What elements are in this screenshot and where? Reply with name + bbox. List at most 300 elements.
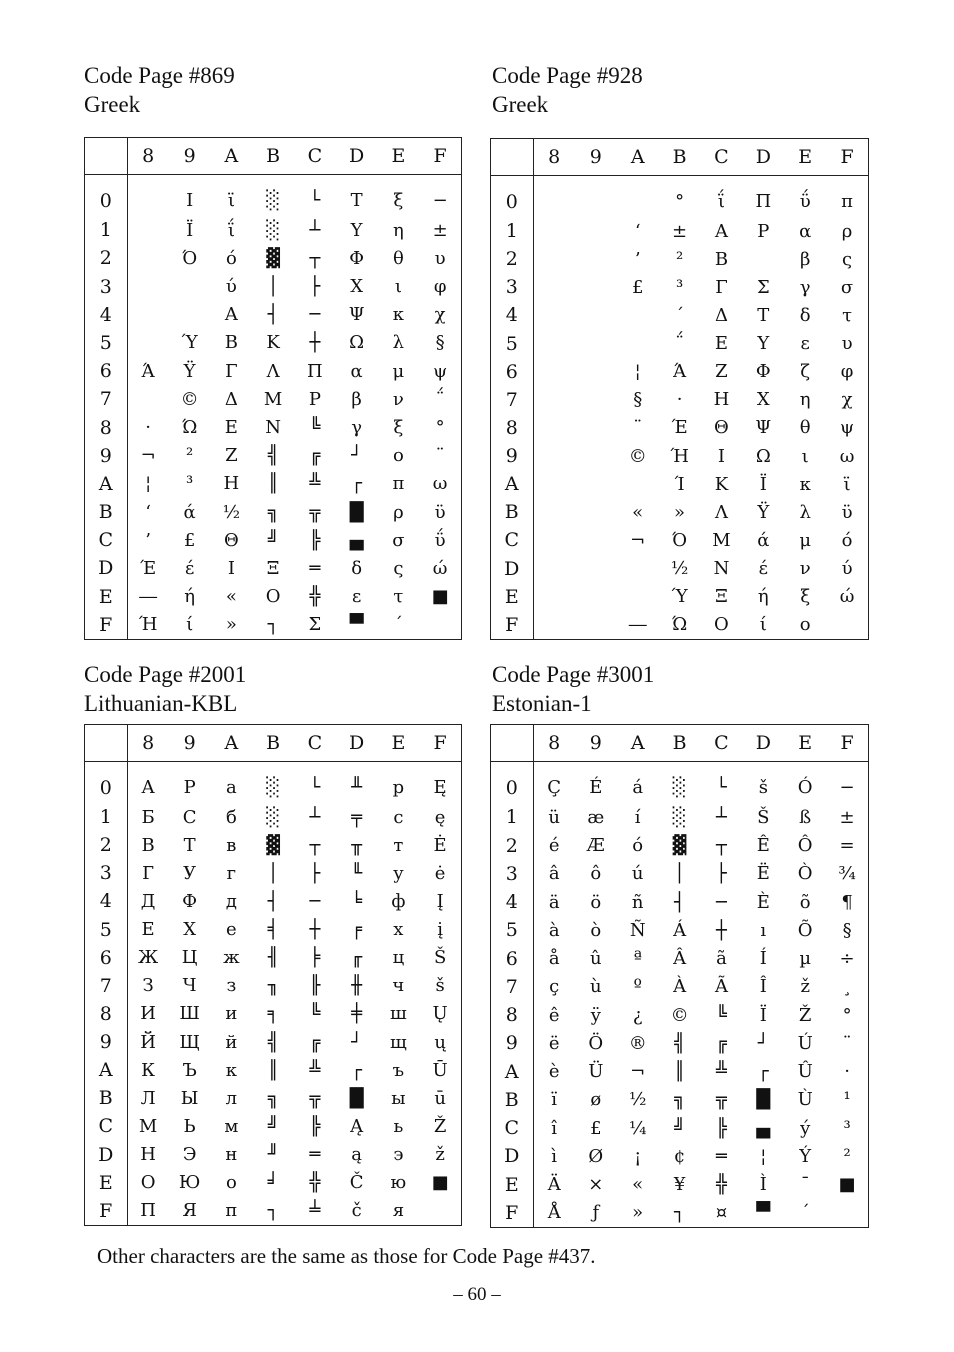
- code-page-title: Code Page #869: [84, 63, 235, 88]
- char-cell: ╚: [309, 417, 321, 439]
- char-cell: ς: [393, 557, 404, 579]
- char-cell: ░: [266, 190, 281, 212]
- char-cell: ╡: [267, 919, 279, 941]
- char-cell: ñ: [631, 891, 644, 913]
- char-cell: °: [675, 191, 685, 213]
- char-cell: │: [674, 863, 685, 885]
- char-cell: Κ: [266, 332, 280, 354]
- char-cell: [575, 470, 617, 498]
- table-row: [491, 526, 868, 554]
- char-cell: χ: [841, 389, 853, 411]
- char-cell: μ: [799, 529, 812, 551]
- char-cell: Ν: [713, 558, 730, 580]
- char-cell: Τ: [757, 304, 770, 326]
- char-cell: Î: [759, 976, 767, 998]
- char-cell: λ: [392, 332, 405, 354]
- char-cell: σ: [392, 529, 405, 551]
- char-cell: Į: [436, 890, 444, 912]
- char-cell: â: [548, 863, 560, 885]
- char-cell: ¢: [673, 1145, 686, 1167]
- column-header: D: [742, 725, 784, 762]
- column-header: D: [742, 139, 784, 176]
- char-cell: Ά: [673, 361, 687, 383]
- char-cell: ý: [800, 1117, 811, 1139]
- row-header: C: [85, 1112, 127, 1140]
- char-cell: Ь: [183, 1115, 196, 1137]
- char-cell: Ύ: [671, 586, 688, 608]
- char-cell: ³: [675, 276, 684, 298]
- char-cell: ·: [844, 1061, 850, 1083]
- char-cell: ¯: [800, 1174, 810, 1196]
- char-cell: ┴: [309, 806, 321, 828]
- char-cell: Ъ: [182, 1059, 197, 1081]
- char-cell: ╠: [309, 529, 321, 551]
- row-header: E: [491, 1170, 533, 1198]
- char-cell: π: [392, 473, 405, 495]
- char-cell: Ö: [588, 1032, 604, 1054]
- char-cell: д: [225, 890, 237, 912]
- char-cell: ▓: [266, 247, 281, 269]
- row-header: 0: [491, 762, 533, 804]
- char-cell: ┬: [716, 835, 727, 857]
- char-cell: ░: [266, 777, 281, 799]
- char-cell: Ó: [797, 777, 813, 799]
- char-cell: Ï: [759, 1004, 767, 1026]
- char-cell: ώ: [839, 586, 855, 608]
- row-header: 7: [491, 973, 533, 1001]
- char-cell: ▓: [672, 835, 687, 857]
- char-cell: [127, 216, 169, 244]
- char-cell: ϋ: [841, 501, 853, 523]
- char-cell: ±: [432, 219, 448, 241]
- char-cell: ²: [675, 248, 684, 270]
- char-cell: ╣: [674, 1032, 685, 1054]
- table-row: [491, 583, 868, 611]
- char-cell: [533, 217, 575, 245]
- char-cell: ║: [267, 1059, 279, 1081]
- row-header: 6: [85, 357, 127, 385]
- char-cell: ü: [548, 806, 560, 828]
- char-cell: ¤: [715, 1202, 728, 1224]
- char-cell: ϊ: [843, 473, 851, 495]
- char-cell: θ: [392, 247, 404, 269]
- row-header: E: [85, 583, 127, 611]
- char-cell: ū: [434, 1087, 446, 1109]
- char-cell: [617, 176, 659, 218]
- table-row: [491, 386, 868, 414]
- char-cell: ç: [549, 976, 560, 998]
- row-header: 1: [491, 217, 533, 245]
- char-cell: ª: [633, 948, 642, 970]
- char-cell: å: [548, 948, 560, 970]
- row-header: D: [85, 1141, 127, 1169]
- char-cell: χ: [434, 304, 446, 326]
- char-cell: Ϊ: [759, 473, 767, 495]
- char-cell: Ū: [432, 1059, 448, 1081]
- char-cell: Ц: [181, 947, 198, 969]
- char-cell: Η: [223, 473, 240, 495]
- char-cell: Ι: [186, 190, 194, 212]
- char-cell: [575, 583, 617, 611]
- row-header: 8: [85, 413, 127, 441]
- table-row: [491, 860, 868, 888]
- char-cell: о: [225, 1172, 237, 1194]
- char-cell: ©: [628, 445, 647, 467]
- char-cell: ¨: [842, 1032, 852, 1054]
- char-cell: ╬: [309, 1172, 321, 1194]
- char-cell: ’: [634, 248, 641, 270]
- table-row: [85, 273, 461, 301]
- code-page-subtitle: Estonian-1: [492, 691, 592, 716]
- char-cell: Ι: [717, 445, 725, 467]
- char-cell: [575, 442, 617, 470]
- row-header: C: [85, 526, 127, 554]
- char-cell: λ: [799, 501, 811, 523]
- column-header: C: [294, 138, 336, 175]
- char-cell: τ: [393, 586, 404, 608]
- char-cell: в: [226, 834, 237, 856]
- char-cell: ├: [716, 863, 727, 885]
- char-cell: Ý: [799, 1145, 812, 1167]
- char-cell: ą: [351, 1144, 362, 1166]
- char-cell: ô: [590, 863, 602, 885]
- char-cell: К: [141, 1059, 156, 1081]
- char-cell: ╬: [309, 586, 321, 608]
- char-cell: ó: [632, 835, 644, 857]
- code-page-table-3001: [490, 724, 869, 1228]
- char-cell: ³: [186, 473, 194, 495]
- table-row: [85, 1197, 461, 1225]
- row-header: F: [85, 611, 127, 639]
- char-cell: š: [758, 777, 768, 799]
- char-cell: ╩: [716, 1061, 727, 1083]
- char-cell: с: [393, 806, 404, 828]
- char-cell: κ: [392, 304, 404, 326]
- char-cell: Ό: [182, 247, 198, 269]
- corner-cell: [85, 138, 127, 175]
- char-cell: È: [756, 891, 770, 913]
- char-cell: Я: [182, 1200, 197, 1222]
- column-header: F: [826, 725, 868, 762]
- row-header: 1: [85, 803, 127, 831]
- char-cell: ▄: [349, 529, 364, 551]
- row-header: 5: [85, 329, 127, 357]
- table-row: [491, 803, 868, 831]
- char-cell: ▓: [266, 834, 281, 856]
- code-page-subtitle: Lithuanian-KBL: [84, 691, 238, 716]
- char-cell: Π: [755, 191, 772, 213]
- char-cell: ÷: [839, 948, 855, 970]
- char-cell: Ų: [432, 1003, 448, 1025]
- char-cell: ¨: [633, 417, 643, 439]
- table-row: [85, 1169, 461, 1197]
- char-cell: ¿: [632, 1004, 643, 1026]
- char-cell: º: [633, 976, 642, 998]
- char-cell: æ: [587, 806, 605, 828]
- char-cell: ╔: [309, 445, 321, 467]
- char-cell: Ή: [670, 445, 689, 467]
- char-cell: щ: [390, 1031, 407, 1053]
- row-header: 2: [85, 244, 127, 272]
- code-page-title: Code Page #3001: [492, 662, 655, 687]
- char-cell: [533, 414, 575, 442]
- char-cell: ─: [716, 891, 727, 913]
- char-cell: è: [548, 1061, 560, 1083]
- row-header: 9: [491, 442, 533, 470]
- char-cell: ╠: [716, 1117, 727, 1139]
- char-cell: ž: [435, 1144, 445, 1166]
- char-cell: õ: [799, 891, 811, 913]
- table-row: [85, 1000, 461, 1028]
- row-header: D: [491, 1142, 533, 1170]
- char-cell: Ε: [714, 333, 728, 355]
- char-cell: Ν: [265, 417, 281, 439]
- char-cell: θ: [799, 417, 811, 439]
- char-cell: §: [435, 332, 445, 354]
- table-row: [491, 330, 868, 358]
- char-cell: «: [632, 1174, 644, 1196]
- char-cell: ┴: [309, 219, 321, 241]
- row-header: 9: [85, 442, 127, 470]
- char-cell: Ά: [141, 360, 155, 382]
- char-cell: ò: [590, 919, 602, 941]
- char-cell: π: [841, 191, 853, 213]
- char-cell: §: [633, 389, 643, 411]
- table-row: [491, 555, 868, 583]
- char-cell: ▀: [349, 614, 364, 636]
- row-header: 9: [491, 1029, 533, 1057]
- char-cell: ε: [800, 333, 810, 355]
- code-page-subtitle: Greek: [84, 92, 141, 117]
- char-cell: ╚: [716, 1004, 727, 1026]
- char-cell: ю: [390, 1172, 407, 1194]
- row-header: F: [491, 611, 533, 639]
- char-cell: Æ: [586, 835, 605, 857]
- char-cell: ╜: [267, 1144, 279, 1166]
- char-cell: »: [225, 614, 237, 636]
- char-cell: Έ: [140, 557, 157, 579]
- table-row: [491, 176, 868, 218]
- char-cell: ┘: [757, 1032, 769, 1054]
- row-header: 3: [491, 860, 533, 888]
- row-header: A: [491, 470, 533, 498]
- char-cell: [127, 273, 169, 301]
- table-row: [491, 245, 868, 273]
- table-row: [491, 1029, 868, 1057]
- char-cell: ┌: [757, 1061, 769, 1083]
- char-cell: υ: [841, 333, 853, 355]
- table-row: [491, 442, 868, 470]
- char-cell: Ę: [433, 777, 447, 799]
- page-number: – 60 –: [453, 1284, 501, 1305]
- char-cell: Ú: [797, 1032, 813, 1054]
- column-header: 8: [127, 725, 169, 762]
- char-cell: [742, 245, 784, 273]
- char-cell: Ώ: [181, 417, 198, 439]
- table-row: [85, 972, 461, 1000]
- table-row: [85, 1084, 461, 1112]
- char-cell: л: [225, 1087, 238, 1109]
- char-cell: [533, 176, 575, 218]
- char-cell: Ä: [547, 1174, 561, 1196]
- char-cell: γ: [799, 276, 811, 298]
- char-cell: └: [309, 190, 321, 212]
- char-cell: Ж: [138, 947, 159, 969]
- row-header: A: [85, 470, 127, 498]
- row-header: 8: [85, 1000, 127, 1028]
- row-header: 3: [85, 273, 127, 301]
- table-row: [85, 916, 461, 944]
- char-cell: ¡: [634, 1145, 642, 1167]
- table-row: [85, 526, 461, 554]
- char-cell: Φ: [349, 247, 364, 269]
- row-header: 4: [85, 887, 127, 915]
- row-header: 6: [491, 358, 533, 386]
- char-cell: Υ: [350, 219, 363, 241]
- char-cell: ╬: [716, 1174, 727, 1196]
- char-cell: Α: [714, 220, 728, 242]
- row-header: B: [491, 498, 533, 526]
- char-cell: н: [225, 1144, 238, 1166]
- char-cell: «: [632, 501, 644, 523]
- char-cell: ш: [390, 1003, 407, 1025]
- char-cell: ■: [838, 1174, 856, 1196]
- char-cell: [533, 330, 575, 358]
- row-header: A: [85, 1056, 127, 1084]
- char-cell: Ы: [180, 1087, 199, 1109]
- char-cell: ‘: [145, 501, 151, 523]
- table-row: [85, 583, 461, 611]
- char-cell: ύ: [225, 276, 237, 298]
- char-cell: ц: [392, 947, 405, 969]
- char-cell: [575, 217, 617, 245]
- char-cell: ς: [842, 248, 853, 270]
- char-cell: [617, 330, 659, 358]
- row-header: B: [85, 1084, 127, 1112]
- char-cell: [127, 175, 169, 217]
- char-cell: κ: [799, 473, 811, 495]
- column-header: 9: [575, 725, 617, 762]
- char-cell: ├: [309, 862, 321, 884]
- char-cell: ό: [225, 247, 237, 269]
- char-cell: ƒ: [592, 1202, 600, 1224]
- char-cell: х: [393, 919, 404, 941]
- row-header: 3: [491, 273, 533, 301]
- char-cell: И: [140, 1003, 156, 1025]
- char-cell: █: [349, 1087, 364, 1109]
- char-cell: ф: [391, 890, 406, 912]
- table-row: [85, 803, 461, 831]
- table-row: [85, 498, 461, 526]
- char-cell: Μ: [263, 388, 283, 410]
- char-cell: Ρ: [757, 220, 770, 242]
- code-page-block-869: [84, 61, 235, 119]
- char-cell: └: [309, 777, 321, 799]
- char-cell: Λ: [714, 501, 728, 523]
- column-header: E: [784, 725, 826, 762]
- char-cell: п: [225, 1200, 238, 1222]
- char-cell: Ϋ: [183, 360, 196, 382]
- char-cell: ┬: [309, 834, 321, 856]
- char-cell: α: [350, 360, 363, 382]
- char-cell: [575, 245, 617, 273]
- char-cell: δ: [351, 557, 363, 579]
- char-cell: ø: [590, 1089, 602, 1111]
- char-cell: [419, 1197, 461, 1225]
- char-cell: Ю: [178, 1172, 201, 1194]
- char-cell: Т: [183, 834, 196, 856]
- row-header: 0: [85, 175, 127, 217]
- char-cell: ь: [393, 1115, 404, 1137]
- code-page-table-869: [84, 137, 462, 640]
- char-cell: [575, 273, 617, 301]
- char-cell: ξ: [800, 586, 811, 608]
- char-cell: Ο: [714, 614, 729, 636]
- table-row: [85, 859, 461, 887]
- row-header: 8: [491, 1001, 533, 1029]
- table-row: [491, 1199, 868, 1227]
- char-cell: ®: [628, 1032, 647, 1054]
- code-page-grid: [85, 138, 461, 639]
- row-header: 1: [491, 803, 533, 831]
- char-cell: [575, 330, 617, 358]
- char-cell: ų: [434, 1031, 446, 1053]
- corner-cell: [491, 139, 533, 176]
- char-cell: ╚: [309, 1003, 321, 1025]
- char-cell: ъ: [392, 1059, 405, 1081]
- char-cell: [826, 1199, 868, 1227]
- char-cell: «: [225, 586, 237, 608]
- table-row: [491, 1114, 868, 1142]
- char-cell: Μ: [712, 529, 731, 551]
- row-header: F: [85, 1197, 127, 1225]
- char-cell: ²: [186, 445, 194, 467]
- char-cell: ²: [843, 1145, 851, 1167]
- table-row: [85, 175, 461, 217]
- char-cell: ³: [843, 1117, 851, 1139]
- column-header: 8: [533, 725, 575, 762]
- char-cell: ΐ: [717, 191, 725, 213]
- table-row: [491, 1170, 868, 1198]
- char-cell: [575, 358, 617, 386]
- char-cell: ╥: [351, 834, 363, 856]
- char-cell: η: [799, 389, 811, 411]
- char-cell: ’: [145, 529, 151, 551]
- row-header: 7: [85, 972, 127, 1000]
- char-cell: ė: [434, 862, 446, 884]
- char-cell: Λ: [266, 360, 280, 382]
- char-cell: [533, 273, 575, 301]
- table-row: [491, 611, 868, 639]
- char-cell: ¶: [841, 891, 853, 913]
- char-cell: Ë: [756, 863, 770, 885]
- char-cell: ά: [757, 529, 770, 551]
- char-cell: [533, 583, 575, 611]
- char-cell: Ž: [433, 1115, 447, 1137]
- char-cell: [617, 555, 659, 583]
- char-cell: Й: [140, 1031, 156, 1053]
- char-cell: Β: [714, 248, 729, 270]
- char-cell: [533, 498, 575, 526]
- char-cell: β: [799, 248, 811, 270]
- char-cell: Γ: [225, 360, 238, 382]
- char-cell: Û: [797, 1061, 813, 1083]
- char-cell: ο: [799, 614, 811, 636]
- char-cell: З: [142, 975, 154, 997]
- char-cell: ░: [672, 806, 687, 828]
- char-cell: Ê: [756, 835, 770, 857]
- char-cell: ό: [841, 529, 853, 551]
